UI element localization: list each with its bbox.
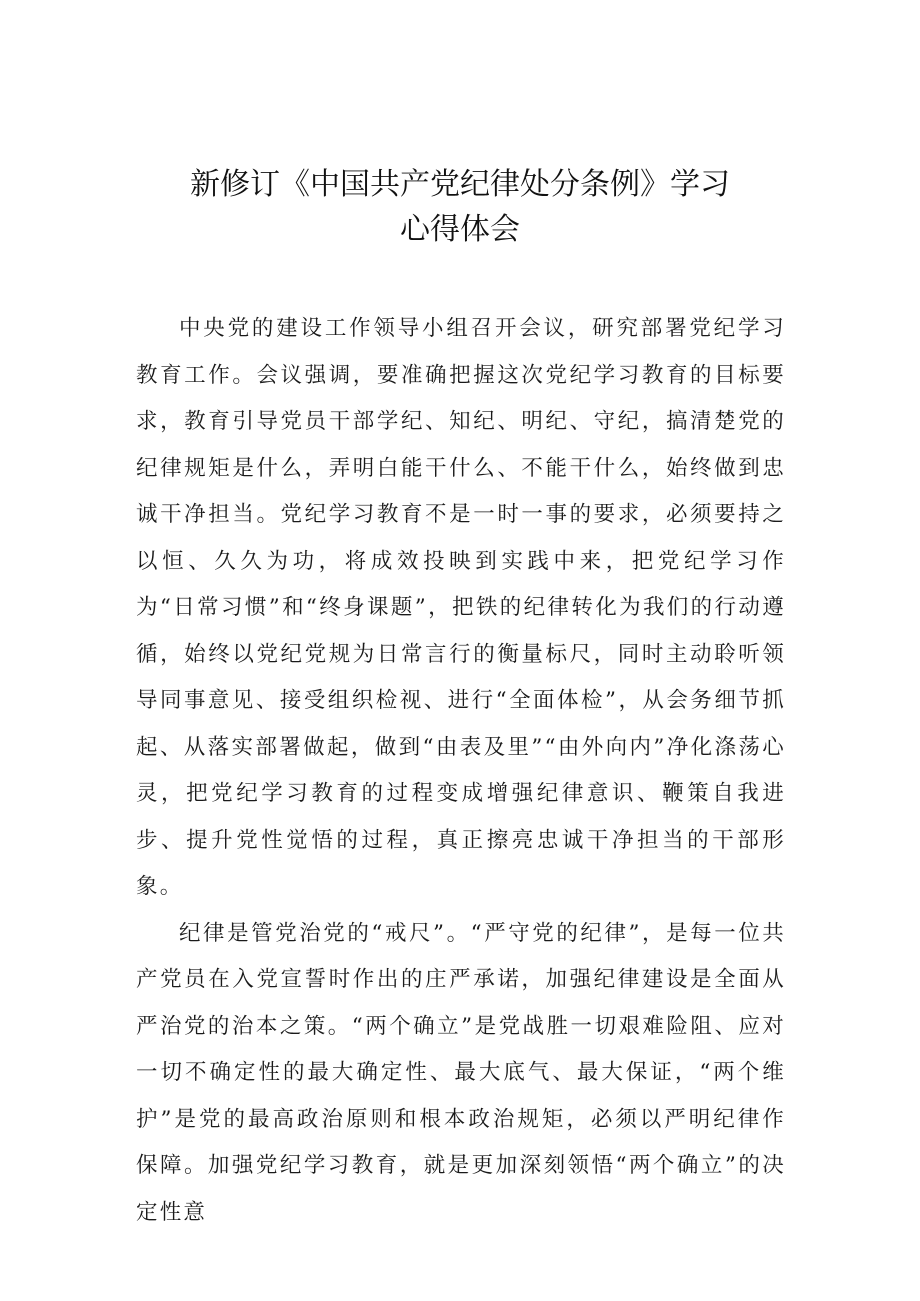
document-body	[136, 306, 786, 1236]
title-line-1: 新修订《中国共产党纪律处分条例》学习	[190, 167, 730, 202]
paragraph-1: 中央党的建设工作领导小组召开会议，研究部署党纪学习教育工作。会议强调，要准确把握这次党纪学习教育的目标要求，教育引导党员干部学纪、知纪、明纪、守纪，搞清楚党的纪律规矩是什么，弄明白能干什么、不能干什么，始终做到忠诚干净担当。党纪学习教育不是一时一事的要求，必须要持之以恒、久久为功，将成效投映到实践中来，把党纪学习作为“日常习惯”和“终身课题”，把铁的纪律转化为我们的行动遵循，始终以党纪党规为日常言行的衡量标尺，同时主动聆听领导同事意见、接受组织检视、进行“全面体检”，从会务细节抓起、从落实部署做起，做到“由表及里”“由外向内”净化涤荡心灵，把党纪学习教育的过程变成增强纪律意识、鞭策自我进步、提升党性觉悟的过程，真正擦亮忠诚干净担当的干部形象。	[136, 316, 786, 899]
paragraph-2: 纪律是管党治党的“戒尺”。“严守党的纪律”，是每一位共产党员在入党宣誓时作出的庄严承诺，加强纪律建设是全面从严治党的治本之策。“两个确立”是党战胜一切艰难险阻、应对一切不确定性的最大确定性、最大底气、最大保证，“两个维护”是党的最高政治原则和根本政治规矩，必须以严明纪律作保障。加强党纪学习教育，就是更加深刻领悟“两个确立”的决定性意	[136, 920, 786, 1225]
title-line-2: 心得体会	[400, 212, 520, 247]
document-title	[120, 162, 800, 252]
